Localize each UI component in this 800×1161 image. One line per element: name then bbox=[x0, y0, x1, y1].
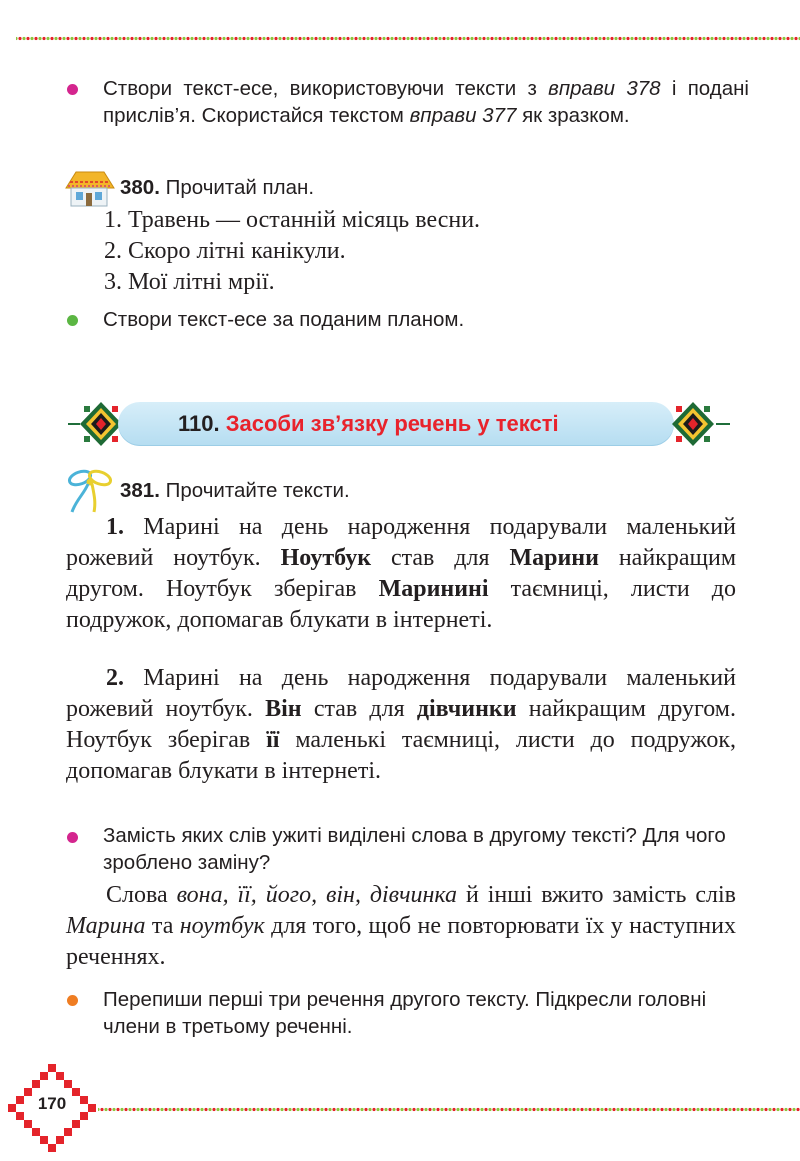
exercise-instruction: Прочитай план. bbox=[165, 176, 315, 199]
green-bullet bbox=[67, 315, 78, 326]
highlighted-word: її bbox=[266, 727, 280, 753]
exercise-381-heading bbox=[120, 477, 350, 504]
highlighted-word: Він bbox=[265, 696, 302, 722]
plan-list bbox=[104, 205, 744, 298]
highlighted-word: Марини bbox=[509, 545, 599, 571]
ribbon-icon bbox=[64, 466, 116, 516]
plan-item: 1. Травень — останній місяць весни. bbox=[104, 207, 481, 233]
right-embroidery-ornament bbox=[660, 400, 732, 448]
text-number: 1. bbox=[106, 514, 124, 540]
magenta-bullet bbox=[67, 832, 78, 843]
exercise-380-heading bbox=[120, 174, 314, 201]
plan-item: 3. Мої літні мрії. bbox=[104, 269, 275, 295]
exercise-380-task: Створи текст-есе за поданим планом. bbox=[103, 308, 465, 331]
highlighted-word: Маринині bbox=[378, 576, 489, 602]
exercise-instruction: Прочитайте тексти. bbox=[165, 479, 350, 502]
text-1-paragraph: 1. Марині на день народження подарували маленький рожевий ноутбук. Ноутбук став для Марини найкращим другом. Ноутбук зберігав Маринині таємниці, листи до подружок, допомагав блукати в інтернеті. bbox=[66, 514, 737, 633]
section-title bbox=[178, 408, 648, 440]
exercise-reference: вправи 378 bbox=[548, 77, 661, 100]
top-ornament-line bbox=[16, 36, 800, 41]
page-number: 170 bbox=[37, 1094, 67, 1113]
section-title-text: Засоби зв’язку речень у тексті bbox=[225, 411, 559, 436]
plan-item: 2. Скоро літні канікули. bbox=[104, 238, 346, 264]
italic-term: Марина bbox=[66, 913, 146, 939]
bottom-ornament-line bbox=[98, 1107, 800, 1112]
magenta-bullet bbox=[67, 84, 78, 95]
section-number: 110. bbox=[178, 411, 220, 436]
exercise-reference: вправи 377 bbox=[409, 104, 517, 127]
highlighted-word: дівчинки bbox=[416, 696, 517, 722]
exercise-number: 380. bbox=[120, 176, 160, 199]
exercise-number: 381. bbox=[120, 479, 160, 502]
intro-task-text: Створи текст-есе, використовуючи тексти з вправи 378 і подані прислів’я. Скористайся текстом вправи 377 як зразком. bbox=[103, 77, 749, 127]
rule-paragraph: Слова вона, її, його, він, дівчинка й інші вжито замість слів Марина та ноутбук для того, щоб не повторювати їх у наступних реченнях. bbox=[66, 882, 736, 970]
exercise-381-task: Перепиши перші три речення другого тексту. Підкресли головні члени в третьому реченні. bbox=[103, 988, 707, 1038]
house-icon bbox=[62, 168, 116, 210]
exercise-381-question: Замість яких слів ужиті виділені слова в другому тексті? Для чого зроблено заміну? bbox=[103, 824, 726, 874]
text-number: 2. bbox=[106, 665, 124, 691]
italic-term: ноутбук bbox=[179, 913, 265, 939]
italic-term: вона, її, його, він, дівчинка bbox=[176, 882, 458, 908]
highlighted-word: Ноутбук bbox=[280, 545, 372, 571]
text-2-paragraph: 2. Марині на день народження подарували маленький рожевий ноутбук. Він став для дівчинки найкращим другом. Ноутбук зберігав її маленькі таємниці, листи до подружок, допомагав блукати в інтернеті. bbox=[66, 665, 736, 784]
orange-bullet bbox=[67, 995, 78, 1006]
